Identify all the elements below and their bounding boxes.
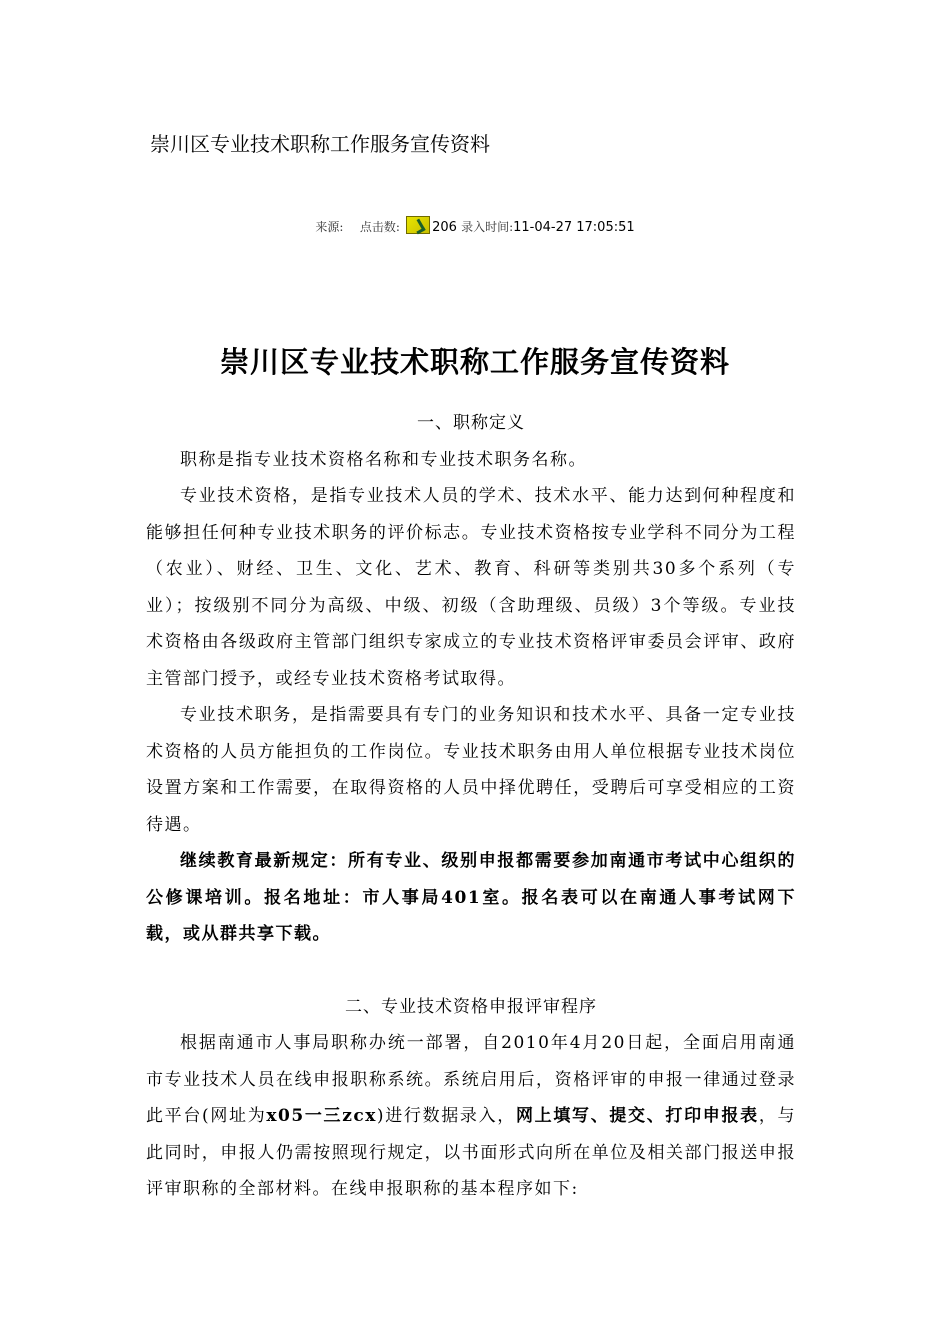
page-header-title: 崇川区专业技术职称工作服务宣传资料: [150, 132, 490, 156]
online-submit-note: 网上填写、提交、打印申报表: [515, 1106, 759, 1126]
clicks-icon: [406, 216, 430, 234]
paragraph: 专业技术职务，是指需要具有专门的业务知识和技术水平、具备一定专业技术资格的人员方能担负的工作岗位。专业技术职务由用人单位根据专业技术岗位设置方案和工作需要，在取得资格的人员中择优聘任，受聘后可享受相应的工资待遇。: [146, 705, 796, 835]
article-body: [146, 405, 796, 1208]
source-label: 来源:: [315, 220, 344, 234]
text-fragment: )进行数据录入，: [376, 1106, 516, 1126]
time-value: 11-04-27 17:05:51: [513, 220, 635, 235]
continuing-education-notice: 继续教育最新规定：所有专业、级别申报都需要参加南通市考试中心组织的公修课培训。报名地址：市人事局401室。报名表可以在南通人事考试网下载，或从群共享下载。: [146, 851, 796, 944]
clicks-label: 点击数:: [359, 220, 400, 234]
article-meta: [0, 216, 950, 235]
paragraph: 专业技术资格，是指专业技术人员的学术、技术水平、能力达到何种程度和能够担任何种专业技术职务的评价标志。专业技术资格按专业学科不同分为工程（农业）、财经、卫生、文化、艺术、教育、科研等类别共30多个系列（专业）；按级别不同分为高级、中级、初级（含助理级、员级）3个等级。专业技术资格由各级政府主管部门组织专家成立的专业技术资格评审委员会评审、政府主管部门授予，或经专业技术资格考试取得。: [146, 486, 796, 689]
section-heading-definition: 一、职称定义: [417, 413, 525, 433]
text-fragment: ，与此同时，申报人仍需按照现行规定，以书面形式向所在单位及相关部门报送申报评审职称的全部材料。在线申报职称的基本程序如下:: [146, 1106, 797, 1199]
section-heading-procedure: 二、专业技术资格申报评审程序: [345, 996, 597, 1017]
paragraph: 职称是指专业技术资格名称和专业技术职务名称。: [180, 449, 587, 470]
clicks-value: 206: [432, 220, 457, 235]
time-label: 录入时间:: [461, 220, 514, 234]
text-fragment: 根据南通市人事局职称办统一部署，自2010年4月20日起，全面启用南通市专业技术人员在线申报职称系统。系统启用后，资格评审的申报一律通过登录此平台(网址为: [146, 1033, 796, 1126]
platform-url: x05一三zcx: [266, 1106, 377, 1126]
article-title: 崇川区专业技术职称工作服务宣传资料: [219, 345, 730, 379]
paragraph: [146, 1025, 796, 1208]
